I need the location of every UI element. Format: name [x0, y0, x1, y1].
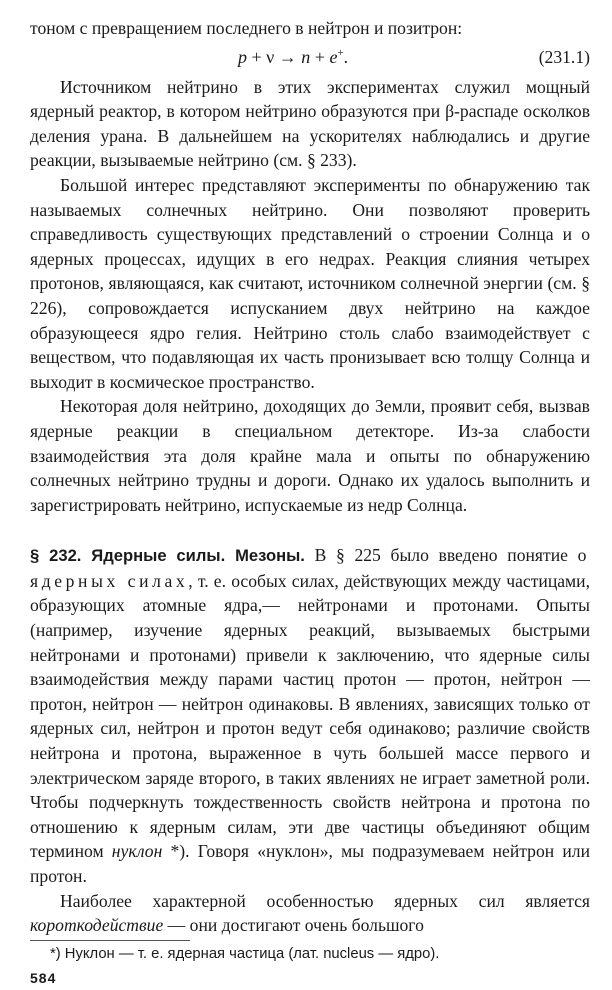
footnote-divider [30, 940, 190, 941]
paragraph-short-range: Наиболее характерной особенностью ядерных сил является короткодействие — они достигают очень большого [30, 890, 590, 936]
term-nucleon: нуклон [111, 841, 163, 862]
paragraph-neutrino-source: Источником нейтрино в этих экспериментах служил мощный ядерный реактор, в котором нейтрино образуются при β-распаде осколков деления урана. В дальнейшем на ускорителях наблюдались и другие реакции, вызываемые нейтрино (см. § 233). [30, 76, 590, 171]
formula-expression: p + ν → n + e+. [238, 46, 349, 67]
section-title: § 232. Ядерные силы. Мезоны. [30, 546, 305, 566]
paragraph-continuation: тоном с превращением последнего в нейтрон и позитрон: [30, 18, 463, 38]
footnote: *) Нуклон — т. е. ядерная частица (лат. nucleus — ядро). [50, 946, 440, 962]
formula-number: (231.1) [538, 46, 590, 67]
page-number: 584 [30, 970, 57, 986]
page-body [30, 16, 590, 938]
term-short-range: короткодействие [30, 915, 164, 936]
formula-231-1 [30, 45, 590, 71]
paragraph-detection: Некоторая доля нейтрино, доходящих до Земли, проявит себя, вызвав ядерные реакции в специальном детекторе. Из-за слабости взаимодействия эта доля крайне мала и опыты по обнаружению солнечных нейтрино трудны и дороги. Однако их удалось выполнить и зарегистрировать нейтрино, испускаемые из недр Солнца. [30, 396, 590, 515]
paragraph-solar-neutrino: Большой интерес представляют эксперименты по обнаружению так называемых солнечных нейтрино. Они позволяют проверить справедливость существующих представлений о строении Солнца и о ядерных процессах, идущих в его недрах. Реакция слияния четырех протонов, являющаяся, как считают, источником солнечной энергии (см. § 226), сопровождается испусканием двух нейтрино на каждое образующееся ядро гелия. Нейтрино столь слабо взаимодействует с веществом, что подавляющая их часть пронизывает всю толщу Солнца и выходит в космическое пространство. [30, 174, 590, 392]
term-nuclear-forces: о ядерных силах [30, 545, 590, 591]
section-232: § 232. Ядерные силы. Мезоны. В § 225 было введено понятие о ядерных силах, т. е. особых силах, действующих между частицами, образующих атомные ядра,— нейтронами и протонами. Опыты (например, изучение ядерных реакций, вызываемых быстрыми нейтронами и протонами) привели к заключению, что ядерные силы взаимодействия между парами частиц протон — протон, нейтрон — протон, нейтрон — нейтрон одинаковы. В явлениях, зависящих только от ядерных сил, нейтрон и протон ведут себя одинаково; различие свойств нейтрона и протона, выраженное в чуть большей массе первого и электрическом заряде второго, в таких явлениях не играет заметной роли. Чтобы подчеркнуть тождественность свойств нейтрона и протона по отношению к ядерным силам, эти две частицы объединяют общим термином нуклон *). Говоря «нуклон», мы подразумеваем нейтрон или протон. [30, 545, 590, 886]
